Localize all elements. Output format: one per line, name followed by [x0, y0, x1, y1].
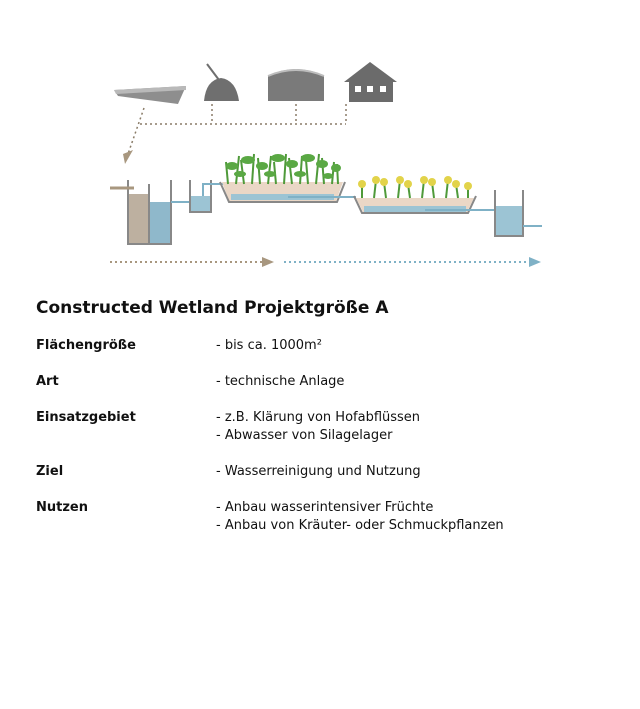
- roof-icon: [114, 86, 186, 104]
- row-value: - Anbau von Kräuter- oder Schmuckpflanzen: [216, 518, 504, 533]
- info-row: [36, 499, 616, 535]
- row-label: Nutzen: [36, 500, 88, 515]
- manure-heap-icon: [204, 64, 239, 101]
- info-table: [36, 337, 616, 553]
- row-value: - Abwasser von Silagelager: [216, 428, 393, 443]
- info-row: [36, 409, 616, 445]
- storage-tank: [495, 190, 542, 236]
- row-value: - bis ca. 1000m²: [216, 338, 322, 353]
- settling-tank: [110, 180, 171, 244]
- page-title: Constructed Wetland Projektgröße A: [36, 298, 389, 318]
- info-row: [36, 337, 616, 355]
- wetland-process-diagram: [0, 0, 640, 280]
- flow-arrows: [110, 257, 541, 267]
- row-value: - Wasserreinigung und Nutzung: [216, 464, 421, 479]
- row-label: Art: [36, 374, 59, 389]
- inflow-arrowhead: [123, 150, 133, 164]
- row-label: Ziel: [36, 464, 64, 479]
- barn-icon: [268, 69, 324, 101]
- house-icon: [344, 62, 397, 102]
- info-row: [36, 373, 616, 391]
- plant-bed: [354, 176, 476, 213]
- collection-lines: [128, 104, 346, 154]
- row-value: - Anbau wasserintensiver Früchte: [216, 500, 434, 515]
- row-value: - z.B. Klärung von Hofabflüssen: [216, 410, 421, 425]
- row-value: - technische Anlage: [216, 374, 345, 389]
- info-row: [36, 463, 616, 481]
- pump-shaft: [190, 180, 224, 212]
- reed-bed: [220, 154, 345, 202]
- row-label: Einsatzgebiet: [36, 410, 136, 425]
- row-label: Flächengröße: [36, 338, 136, 353]
